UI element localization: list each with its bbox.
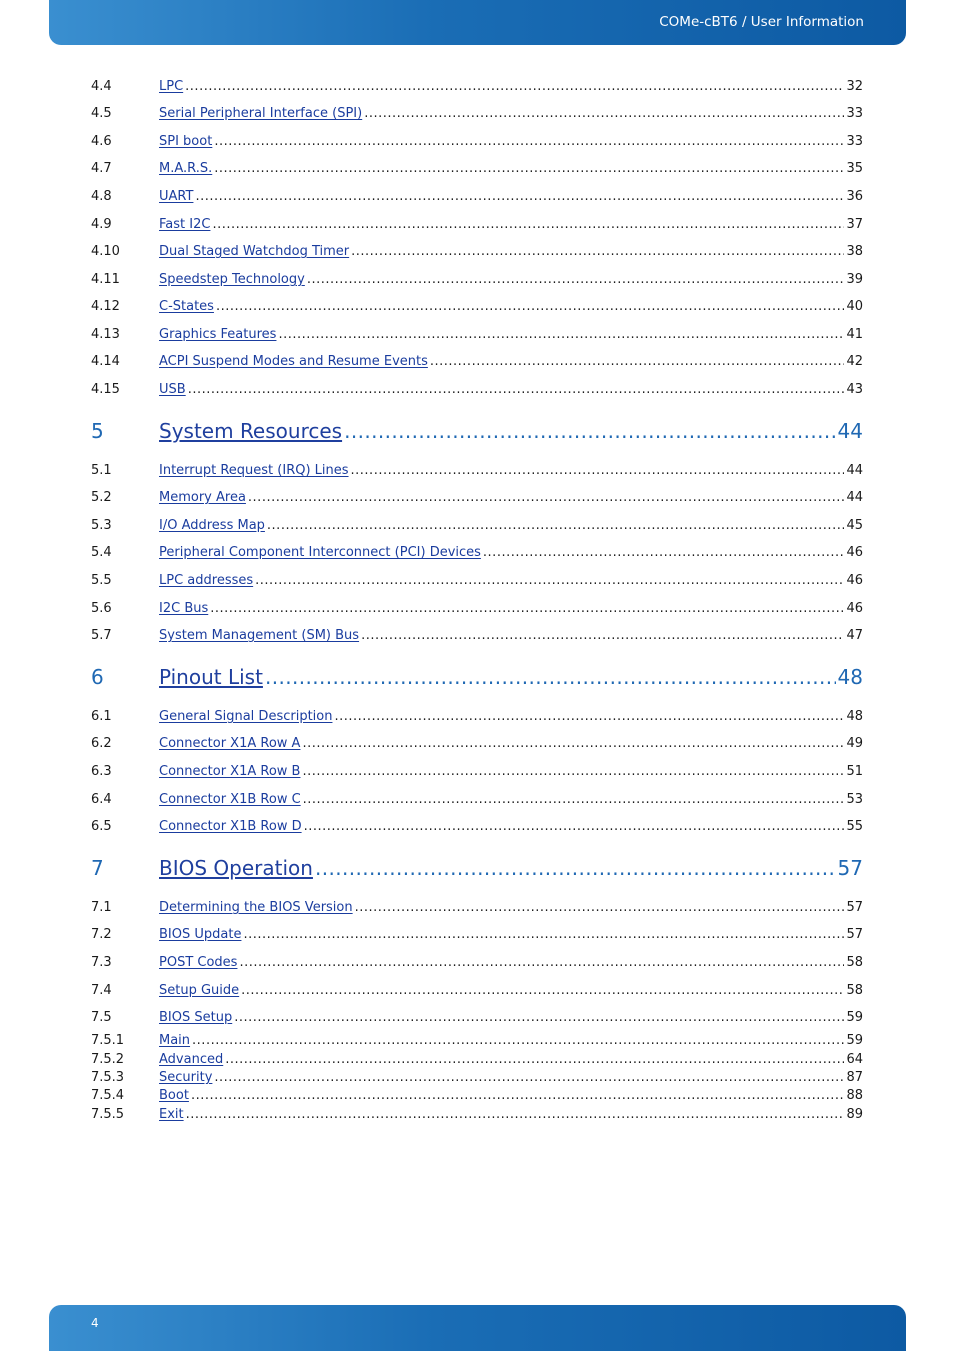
toc-section-link[interactable]: BIOS Setup [159,1010,233,1025]
toc-entry [91,352,863,372]
toc-section-number: 6.2 [91,736,112,751]
toc-section-link[interactable]: I/O Address Map [159,518,265,533]
toc-page-number: 37 [846,217,863,232]
toc-section-link[interactable]: Dual Staged Watchdog Timer [159,244,350,259]
toc-entry [91,707,863,727]
toc-entry [91,1032,863,1050]
dot-leader [278,325,844,345]
toc-section-link[interactable]: Setup Guide [159,983,240,998]
toc-section-link[interactable]: Serial Peripheral Interface (SPI) [159,106,363,121]
toc-section-number: 5.7 [91,628,112,643]
toc-page-number: 38 [846,244,863,259]
toc-entry [91,104,863,124]
toc-page-number: 33 [846,106,863,121]
toc-entry [91,77,863,97]
toc-entry [91,325,863,345]
dot-leader [225,1051,844,1069]
toc-entry [91,817,863,837]
toc-page-number: 48 [837,665,863,689]
toc-entry [91,1069,863,1087]
toc-page-number: 41 [846,327,863,342]
toc-section-number: 5.4 [91,545,112,560]
toc-section-link[interactable]: Main [159,1033,191,1048]
toc-page-number: 59 [846,1010,863,1025]
toc-section-link[interactable]: Security [159,1070,213,1085]
toc-entry [91,132,863,152]
dot-leader [185,77,844,97]
toc-entry [91,215,863,235]
dot-leader [195,187,844,207]
dot-leader [255,571,844,591]
toc-entry [91,516,863,536]
toc-page-number: 51 [846,764,863,779]
dot-leader [361,626,844,646]
dot-leader [248,488,845,508]
dot-leader [214,1069,844,1087]
toc-section-link[interactable]: BIOS Operation [159,856,313,880]
dot-leader [355,898,845,918]
toc-page-number: 36 [846,189,863,204]
toc-section-link[interactable]: Interrupt Request (IRQ) Lines [159,463,349,478]
dot-leader [234,1008,844,1028]
toc-section-number: 4.12 [91,299,120,314]
toc-section-number: 6.1 [91,709,112,724]
toc-entry [91,297,863,317]
toc-entry [91,1051,863,1069]
footer-bar [49,1305,906,1351]
toc-section-link[interactable]: M.A.R.S. [159,161,213,176]
toc-page-number: 59 [846,1033,863,1048]
toc-page-number: 58 [846,983,863,998]
toc-section-number: 6 [91,665,104,689]
toc-section-link[interactable]: UART [159,189,194,204]
toc-section-number: 7.5.4 [91,1088,125,1103]
toc-section-link[interactable]: I2C Bus [159,601,209,616]
toc-entry [91,953,863,973]
toc-section-number: 4.14 [91,354,120,369]
toc-section-link[interactable]: Connector X1B Row C [159,792,301,807]
toc-section-number: 7.5.5 [91,1107,125,1122]
dot-leader [351,242,844,262]
toc-section-number: 6.4 [91,792,112,807]
toc-section-number: 5.6 [91,601,112,616]
dot-leader [315,854,836,882]
toc-section-link[interactable]: Speedstep Technology [159,272,305,287]
toc-page-number: 47 [846,628,863,643]
toc-page-number: 32 [846,79,863,94]
toc-section-link[interactable]: ACPI Suspend Modes and Resume Events [159,354,428,369]
toc-page-number: 89 [846,1107,863,1122]
toc-entry [91,762,863,782]
toc-section-link[interactable]: Connector X1B Row D [159,819,302,834]
dot-leader [430,352,845,372]
toc-entry [91,159,863,179]
toc-page-number: 44 [846,463,863,478]
toc-section-number: 7.4 [91,983,112,998]
toc-page-number: 35 [846,161,863,176]
toc-page-number: 49 [846,736,863,751]
dot-leader [216,297,845,317]
toc-section-link[interactable]: Graphics Features [159,327,277,342]
toc-page-number: 46 [846,545,863,560]
toc-section-number: 4.15 [91,382,120,397]
toc-section-number: 4.10 [91,244,120,259]
toc-section-link[interactable]: POST Codes [159,955,238,970]
dot-leader [303,790,845,810]
dot-leader [334,707,844,727]
toc-section-number: 5.2 [91,490,112,505]
toc-page-number: 87 [846,1070,863,1085]
toc-section-link[interactable]: Determining the BIOS Version [159,900,353,915]
toc-section-number: 7.5.3 [91,1070,125,1085]
dot-leader [364,104,844,124]
dot-leader [241,981,844,1001]
dot-leader [239,953,844,973]
dot-leader [214,132,844,152]
toc-section-number: 4.4 [91,79,112,94]
toc-entry [91,981,863,1001]
toc-section-link[interactable]: Peripheral Component Interconnect (PCI) Devices [159,545,481,560]
toc-section-number: 4.11 [91,272,120,287]
toc-entry [91,1008,863,1028]
header-bar [49,0,906,45]
dot-leader [243,925,844,945]
toc-entry [91,734,863,754]
toc-page-number: 45 [846,518,863,533]
toc-section-number: 4.9 [91,217,112,232]
toc-entry [91,270,863,290]
toc-entry [91,1087,863,1105]
dot-leader [351,461,845,481]
toc-section-link[interactable]: USB [159,382,186,397]
toc-entry [91,790,863,810]
toc-section-number: 7 [91,856,104,880]
dot-leader [267,516,845,536]
toc-section-link[interactable]: General Signal Description [159,709,333,724]
toc-page-number: 55 [846,819,863,834]
toc-page-number: 39 [846,272,863,287]
document-title: COMe-cBT6 / User Information [659,14,864,30]
toc-section-number: 7.2 [91,927,112,942]
toc-page-number: 44 [846,490,863,505]
toc-entry [91,380,863,400]
toc-section-number: 5 [91,419,104,443]
dot-leader [344,417,835,445]
toc-section-link[interactable]: System Management (SM) Bus [159,628,360,643]
toc-section-link[interactable]: Boot [159,1088,189,1103]
toc-entry [91,599,863,619]
toc-page-number: 44 [837,419,863,443]
toc-section-number: 5.5 [91,573,112,588]
toc-section-link[interactable]: LPC addresses [159,573,254,588]
toc-page-number: 57 [846,900,863,915]
dot-leader [265,663,836,691]
toc-section-number: 4.6 [91,134,112,149]
toc-page-number: 48 [846,709,863,724]
toc-section-link[interactable]: Connector X1A Row B [159,764,301,779]
toc-page-number: 46 [846,573,863,588]
toc-section-number: 7.5 [91,1010,112,1025]
toc-section-link[interactable]: LPC [159,79,184,94]
toc-section-link[interactable]: C-States [159,299,214,314]
page-number: 4 [91,1316,99,1330]
toc-section-number: 4.5 [91,106,112,121]
toc-page-number: 42 [846,354,863,369]
toc-section-number: 7.1 [91,900,112,915]
toc-section-link[interactable]: Pinout List [159,665,263,689]
toc-chapter-entry [91,417,863,445]
toc-entry [91,187,863,207]
toc-section-link[interactable]: Fast I2C [159,217,211,232]
toc-entry [91,242,863,262]
toc-page-number: 46 [846,601,863,616]
dot-leader [192,1032,844,1050]
toc-page-number: 33 [846,134,863,149]
dot-leader [483,543,845,563]
toc-section-number: 7.3 [91,955,112,970]
toc-chapter-entry [91,663,863,691]
toc-entry [91,461,863,481]
dot-leader [188,380,845,400]
toc-entry [91,543,863,563]
toc-section-link[interactable]: Exit [159,1107,184,1122]
toc-section-number: 4.8 [91,189,112,204]
dot-leader [210,599,844,619]
toc-section-link[interactable]: System Resources [159,419,343,443]
toc-entry [91,898,863,918]
toc-section-link[interactable]: SPI boot [159,134,213,149]
dot-leader [302,762,844,782]
toc-section-number: 7.5.1 [91,1033,125,1048]
toc-section-link[interactable]: Connector X1A Row A [159,736,301,751]
toc-page-number: 57 [846,927,863,942]
dot-leader [191,1087,845,1105]
toc-page-number: 57 [837,856,863,880]
toc-entry [91,925,863,945]
toc-section-link[interactable]: Memory Area [159,490,246,505]
toc-entry [91,1106,863,1124]
toc-entry [91,571,863,591]
toc-section-link[interactable]: Advanced [159,1052,224,1067]
toc-page-number: 88 [846,1088,863,1103]
dot-leader [212,215,844,235]
toc-entry [91,626,863,646]
toc-section-number: 4.7 [91,161,112,176]
dot-leader [304,817,845,837]
toc-entry [91,488,863,508]
toc-section-number: 6.3 [91,764,112,779]
toc-page-number: 43 [846,382,863,397]
toc-chapter-entry [91,854,863,882]
toc-page-number: 40 [846,299,863,314]
toc-section-link[interactable]: BIOS Update [159,927,242,942]
dot-leader [214,159,844,179]
toc-section-number: 7.5.2 [91,1052,125,1067]
toc-page-number: 58 [846,955,863,970]
dot-leader [186,1106,845,1124]
dot-leader [307,270,845,290]
toc-section-number: 5.1 [91,463,112,478]
toc-page-number: 53 [846,792,863,807]
toc-section-number: 5.3 [91,518,112,533]
dot-leader [302,734,844,754]
toc-page-number: 64 [846,1052,863,1067]
toc-section-number: 6.5 [91,819,112,834]
toc-section-number: 4.13 [91,327,120,342]
